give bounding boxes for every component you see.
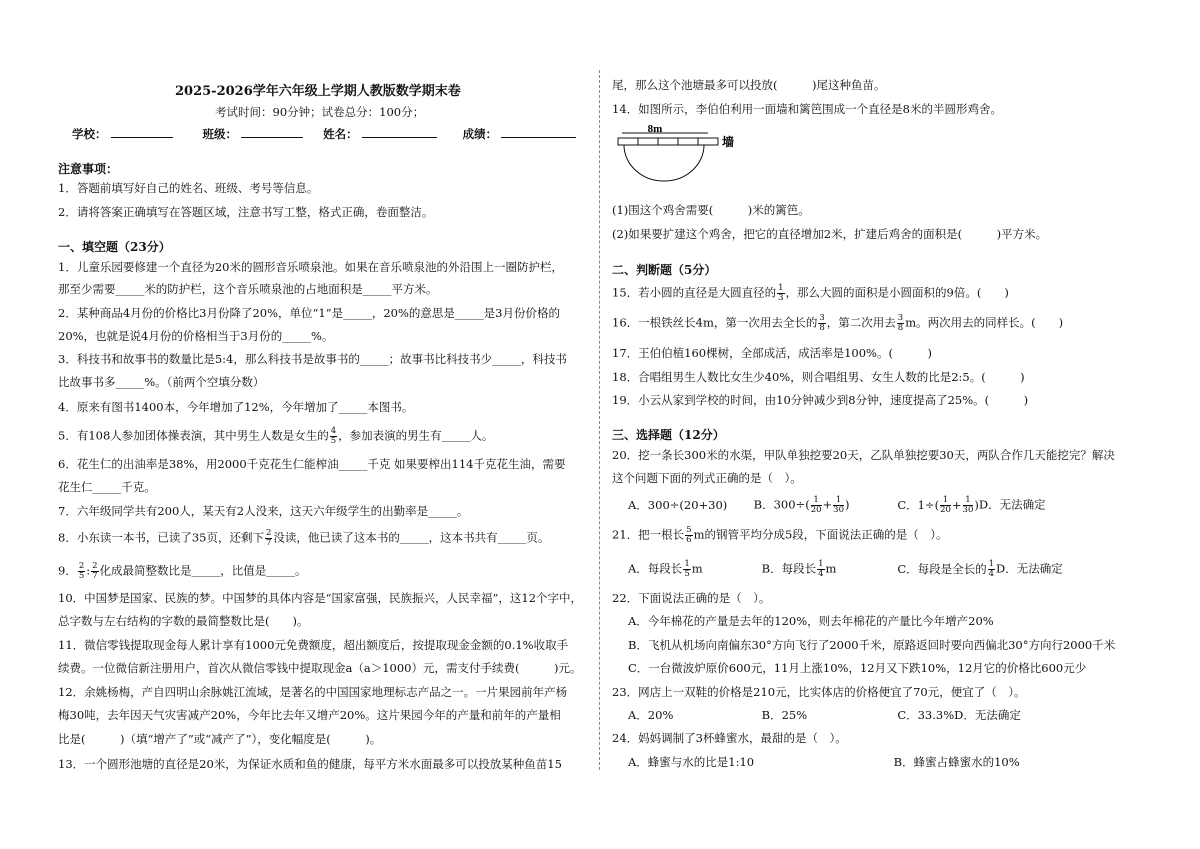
q-line: 尾，那么这个池塘最多可以投放( )尾这种鱼苗。 — [612, 78, 886, 92]
field-school-blank[interactable] — [111, 127, 173, 138]
q-line: 梅30吨，去年因天气灾害减产20%，今年比去年又增产20%。这片果园今年的产量和前年的产量相 — [58, 708, 561, 722]
q-line: 20．挖一条长300米的水渠，甲队单独挖要20天，乙队单独挖要30天，两队合作几天能挖完？解决 — [612, 448, 1115, 462]
wall — [618, 138, 718, 145]
section3-heading: 三、选择题（12分） — [612, 428, 725, 442]
option-d[interactable]: D．无法确定 — [978, 497, 1046, 512]
option-b[interactable]: B．蜂蜜占蜂蜜水的10% — [893, 755, 1020, 769]
q-line: 10．中国梦是国家、民族的梦。中国梦的具体内容是“国家富强，民族振兴，人民幸福”，这12个字中， — [58, 591, 583, 605]
notes-heading: 注意事项： — [58, 162, 119, 176]
q23-options — [628, 707, 1021, 723]
note-item: 2．请将答案正确填写在答题区域，注意书写工整，格式正确，卷面整洁。 — [58, 205, 434, 219]
q-line: 那至少需要_____米的防护栏，这个音乐喷泉池的占地面积是_____平方米。 — [58, 282, 438, 296]
q-line — [58, 529, 549, 548]
q-line: 19．小云从家到学校的时间，由10分钟减少到8分钟，速度提高了25%。( ) — [612, 393, 1029, 407]
option-c[interactable]: C．1÷( $\frac{1}{20}$ + $\frac{1}{30}$ ) — [897, 495, 979, 515]
option-a[interactable]: A．300÷(20+30) — [628, 497, 728, 512]
fraction: $\frac{3}{8}$ — [819, 313, 825, 333]
section1-heading: 一、填空题（23分） — [58, 240, 171, 254]
q-line: 24．妈妈调制了3杯蜂蜜水，最甜的是（ ）。 — [612, 731, 847, 745]
option-c[interactable]: C．一台微波炉原价600元，11月上涨10%，12月又下跌10%，12月它的价格比600元少 — [628, 661, 1087, 675]
field-class-label: 班级： — [202, 127, 238, 141]
q15-b: ，那么大圆的面积是小圆面积的9倍。( ) — [785, 285, 1009, 300]
q-line: 14．如图所示，李伯伯利用一面墙和篱笆围成一个直径是8米的半圆形鸡舍。 — [612, 102, 1002, 116]
q-line: 11．微信零钱提取现金每人累计享有1000元免费额度，超出额度后，按提取现金金额的0.1%收取手 — [58, 638, 569, 652]
q-line: 22．下面说法正确的是（ ）。 — [612, 591, 771, 605]
fraction: $\frac{2}{5}$ — [78, 561, 85, 581]
exam-info: 考试时间：90分钟；试卷总分：100分； — [215, 105, 425, 119]
q-line: 6．花生仁的出油率是38%，用2000千克花生仁能榨油_____千克 如果要榨出114千克花生油，需要 — [58, 457, 566, 471]
q24-options — [628, 754, 1020, 770]
q-line: (2)如果要扩建这个鸡舍，把它的直径增加2米，扩建后鸡舍的面积是( )平方米。 — [612, 227, 1048, 241]
option-b[interactable]: B．300÷( $\frac{1}{20}$ + $\frac{1}{30}$ ) — [753, 495, 850, 515]
q-line: (1)围这个鸡舍需要( )米的篱笆。 — [612, 203, 810, 217]
note-item: 1．答题前填写好自己的姓名、班级、考号等信息。 — [58, 181, 319, 195]
q16-a: 16．一根铁丝长4m，第一次用去全长的 — [612, 315, 818, 330]
fraction: $\frac{5}{6}$ — [686, 525, 692, 545]
q-line: 花生仁_____千克。 — [58, 480, 156, 494]
field-name-blank[interactable] — [362, 127, 437, 138]
q5-text-b: ，参加表演的男生有_____人。 — [338, 428, 494, 443]
q-line: 23．网店上一双鞋的价格是210元，比实体店的价格便宜了70元，便宜了（ ）。 — [612, 685, 1026, 699]
q-line: 比故事书多_____%。（前两个空填分数） — [58, 375, 265, 389]
q-line: 7．六年级同学共有200人，某天有2人没来，这天六年级学生的出勤率是_____。 — [58, 504, 469, 518]
field-name-label: 姓名： — [323, 127, 358, 141]
q5-text-a: 5．有108人参加团体操表演，其中男生人数是女生的 — [58, 428, 329, 443]
field-score-label: 成绩： — [462, 127, 498, 141]
title: 2025-2026学年六年级上学期人教版数学期末卷 — [175, 84, 461, 99]
q-line: 这个问题下面的列式正确的是（ ）。 — [612, 471, 802, 485]
q-line — [58, 427, 493, 446]
option-a[interactable]: A．今年棉花的产量是去年的120%，则去年棉花的产量比今年增产20% — [628, 614, 994, 628]
field-score-blank[interactable] — [501, 127, 576, 138]
q15-a: 15．若小圆的直径是大圆直径的 — [612, 285, 777, 300]
option-d[interactable]: D．无法确定 — [996, 561, 1063, 576]
q-line — [612, 314, 1063, 333]
diameter-label: 8m — [647, 123, 663, 135]
q21-b: m的钢管平均分成5段，下面说法正确的是（ ）。 — [693, 527, 948, 542]
column-divider — [599, 70, 600, 770]
student-fields — [72, 126, 576, 142]
option-d[interactable]: D．无法确定 — [954, 708, 1021, 722]
option-a[interactable]: A．每段长 $\frac{1}{5}$ m — [628, 559, 703, 579]
fraction: $\frac{2}{7}$ — [92, 561, 98, 581]
wall-label: 墙 — [722, 135, 735, 149]
fraction: $\frac{2}{7}$ — [265, 528, 272, 548]
option-b[interactable]: B．每段长 $\frac{1}{4}$ m — [761, 559, 837, 579]
q-line: 9． $\frac{2}{5}$ : $\frac{2}{7}$ 化成最简整数比是_____，比值是_____。 — [58, 561, 307, 581]
q-line: 续费。一位微信新注册用户，首次从微信零钱中提取现金a（a＞1000）元，需支付手续费( )元。 — [58, 661, 582, 675]
q-line: 20%，也就是说4月份的价格相当于3月份的_____%。 — [58, 329, 334, 343]
q-line — [612, 284, 1009, 303]
q-line: 17．王伯伯植160棵树，全部成活，成活率是100%。( ) — [612, 346, 932, 360]
option-c[interactable]: C．33.3% — [897, 708, 955, 722]
fraction: $\frac{4}{5}$ — [330, 426, 337, 446]
q-line — [612, 526, 948, 545]
section2-heading: 二、判断题（5分） — [612, 263, 717, 277]
semicircle-fence — [624, 145, 704, 181]
q21-a: 21．把一根长 — [612, 527, 685, 542]
semicircle-figure — [610, 120, 750, 190]
fraction: $\frac{1}{3}$ — [778, 283, 784, 303]
q-line: 18．合唱组男生人数比女生少40%，则合唱组男、女生人数的比是2:5。( ) — [612, 370, 1025, 384]
q9-label: 9． — [58, 563, 77, 578]
q-line: 1．儿童乐园要修建一个直径为20米的圆形音乐喷泉池。如果在音乐喷泉池的外沿围上一圈防护栏， — [58, 260, 563, 274]
option-a[interactable]: A．蜂蜜与水的比是1:10 — [628, 755, 755, 769]
fraction: $\frac{3}{8}$ — [897, 313, 904, 333]
q8-text-a: 8．小东读一本书，已读了35页，还剩下 — [58, 530, 264, 545]
q-line: 总字数与左右结构的字数的最简整数比是( )。 — [58, 614, 309, 628]
q8-text-b: 没读，他已读了这本书的_____，这本书共有_____页。 — [273, 530, 550, 545]
q-line: 13．一个圆形池塘的直径是20米，为保证水质和鱼的健康，每平方米水面最多可以投放某种鱼苗15 — [58, 757, 562, 771]
q-line: 比是( )（填“增产了”或“减产了”），变化幅度是( )。 — [58, 732, 382, 746]
q16-c: m。两次用去的同样长。( ) — [905, 315, 1064, 330]
field-school-label: 学校： — [72, 127, 107, 141]
option-c[interactable]: C．每段是全长的 $\frac{1}{4}$ — [897, 559, 995, 579]
field-class-blank[interactable] — [241, 127, 303, 138]
q21-options — [628, 560, 1063, 579]
option-a[interactable]: A．20% — [628, 708, 674, 722]
q-line: 2．某种商品4月份的价格比3月份降了20%，单位“1”是_____，20%的意思是_____是3月份价格的 — [58, 306, 560, 320]
option-b[interactable]: B．飞机从机场向南偏东30°方向飞行了2000千米，原路返回时要向西偏北30°方向行2000千米 — [628, 638, 1116, 652]
option-b[interactable]: B．25% — [761, 708, 808, 722]
q-line: 3．科技书和故事书的数量比是5:4，那么科技书是故事书的_____；故事书比科技书少_____，科技书 — [58, 352, 567, 366]
q9-text: 化成最简整数比是_____，比值是_____。 — [99, 563, 307, 578]
q20-options — [628, 496, 1046, 515]
q-line: 4．原来有图书1400本，今年增加了12%，今年增加了_____本图书。 — [58, 400, 414, 414]
q-line: 12．余姚杨梅，产自四明山余脉姚江流域，是著名的中国国家地理标志产品之一。一片果园前年产杨 — [58, 685, 568, 699]
q16-b: ，第二次用去 — [826, 315, 896, 330]
